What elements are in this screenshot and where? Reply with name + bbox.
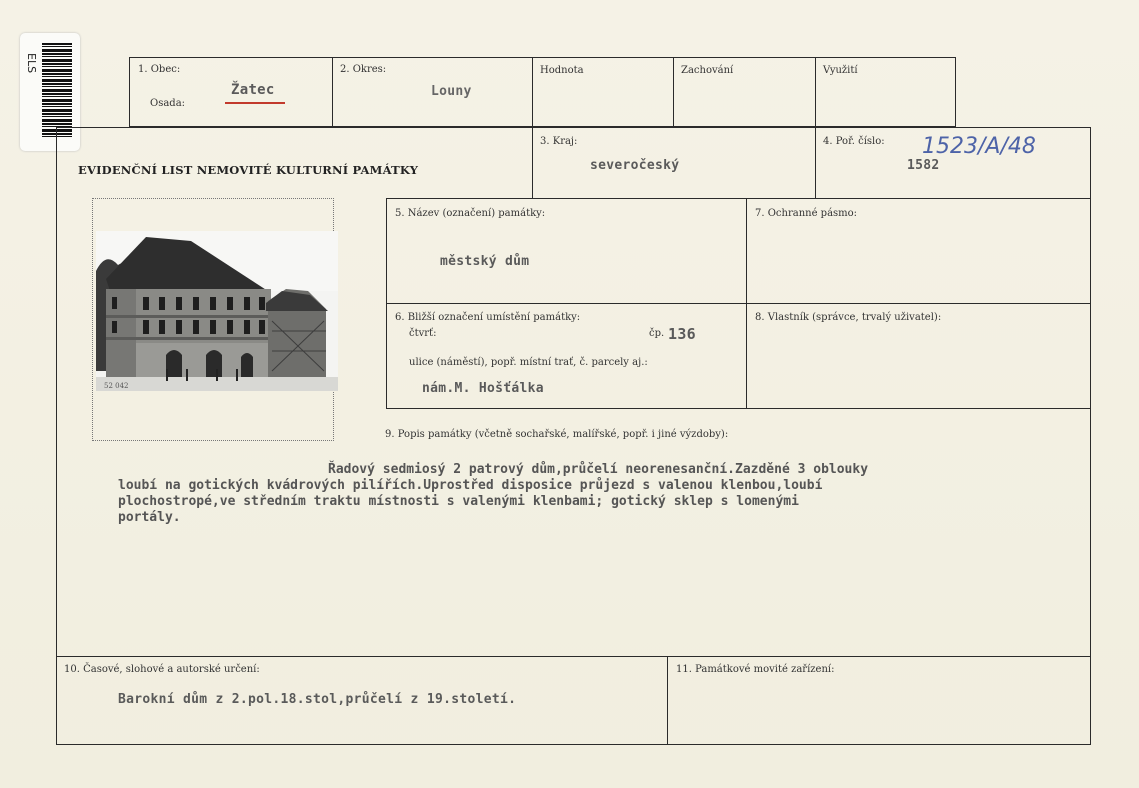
description-text — [118, 462, 1028, 526]
building-photo — [96, 231, 338, 391]
description-line: plochostropé,ve středním traktu místnosti s valenými klenbami; gotický sklep s lomenými — [118, 494, 799, 509]
hodnota-label: Hodnota — [540, 65, 584, 76]
field-8-label: 8. Vlastník (správce, trvalý uživatel): — [755, 312, 942, 323]
cp-label: čp. — [649, 328, 665, 339]
osada-label: Osada: — [150, 98, 186, 109]
ulice-value: nám.M. Hošťálka — [422, 381, 544, 396]
field-4-value: 1582 — [907, 158, 940, 173]
field-11-label: 11. Památkové movité zařízení: — [676, 664, 835, 675]
ctvrt-label: čtvrť: — [409, 328, 437, 339]
field-1-value: Žatec — [231, 82, 275, 98]
field-5-label: 5. Název (označení) památky: — [395, 208, 546, 219]
description-line: Řadový sedmiosý 2 patrový dům,průčelí neorenesanční.Zazděné 3 oblouky — [328, 462, 869, 477]
cp-value: 136 — [668, 325, 696, 343]
field-6-label: 6. Bližší označení umístění památky: — [395, 312, 581, 323]
field-10-label: 10. Časové, slohové a autorské určení: — [64, 664, 260, 675]
field-4-label: 4. Poř. číslo: — [823, 136, 885, 147]
barcode-icon — [42, 43, 72, 139]
field-1-label: 1. Obec: — [138, 64, 181, 75]
field-2-label: 2. Okres: — [340, 64, 387, 75]
field-3-label: 3. Kraj: — [540, 136, 578, 147]
description-line: loubí na gotických kvádrových pilířích.Uprostřed disposice průjezd s valenou klenbou,loubí — [118, 478, 823, 493]
field-10-value: Barokní dům z 2.pol.18.stol,průčelí z 19.století. — [118, 692, 517, 707]
underline-mark — [225, 102, 285, 104]
field-4-handwritten: 1523/A/48 — [922, 134, 1036, 159]
form-title: EVIDENČNÍ LIST NEMOVITÉ KULTURNÍ PAMÁTKY — [78, 163, 419, 177]
ulice-label: ulice (náměstí), popř. místní trať, č. parcely aj.: — [409, 357, 648, 368]
field-9-label: 9. Popis památky (včetně sochařské, malířské, popř. i jiné výzdoby): — [385, 429, 729, 440]
field-7-label: 7. Ochranné pásmo: — [755, 208, 858, 219]
zachovani-label: Zachování — [681, 65, 734, 76]
description-line: portály. — [118, 510, 181, 525]
field-3-value: severočeský — [590, 158, 680, 173]
field-2-value: Louny — [431, 84, 472, 99]
field-5-value: městský dům — [440, 254, 530, 269]
vyuziti-label: Využití — [823, 65, 858, 76]
photo-caption: 52 042 — [104, 382, 129, 390]
barcode-text: ELS — [25, 53, 38, 74]
